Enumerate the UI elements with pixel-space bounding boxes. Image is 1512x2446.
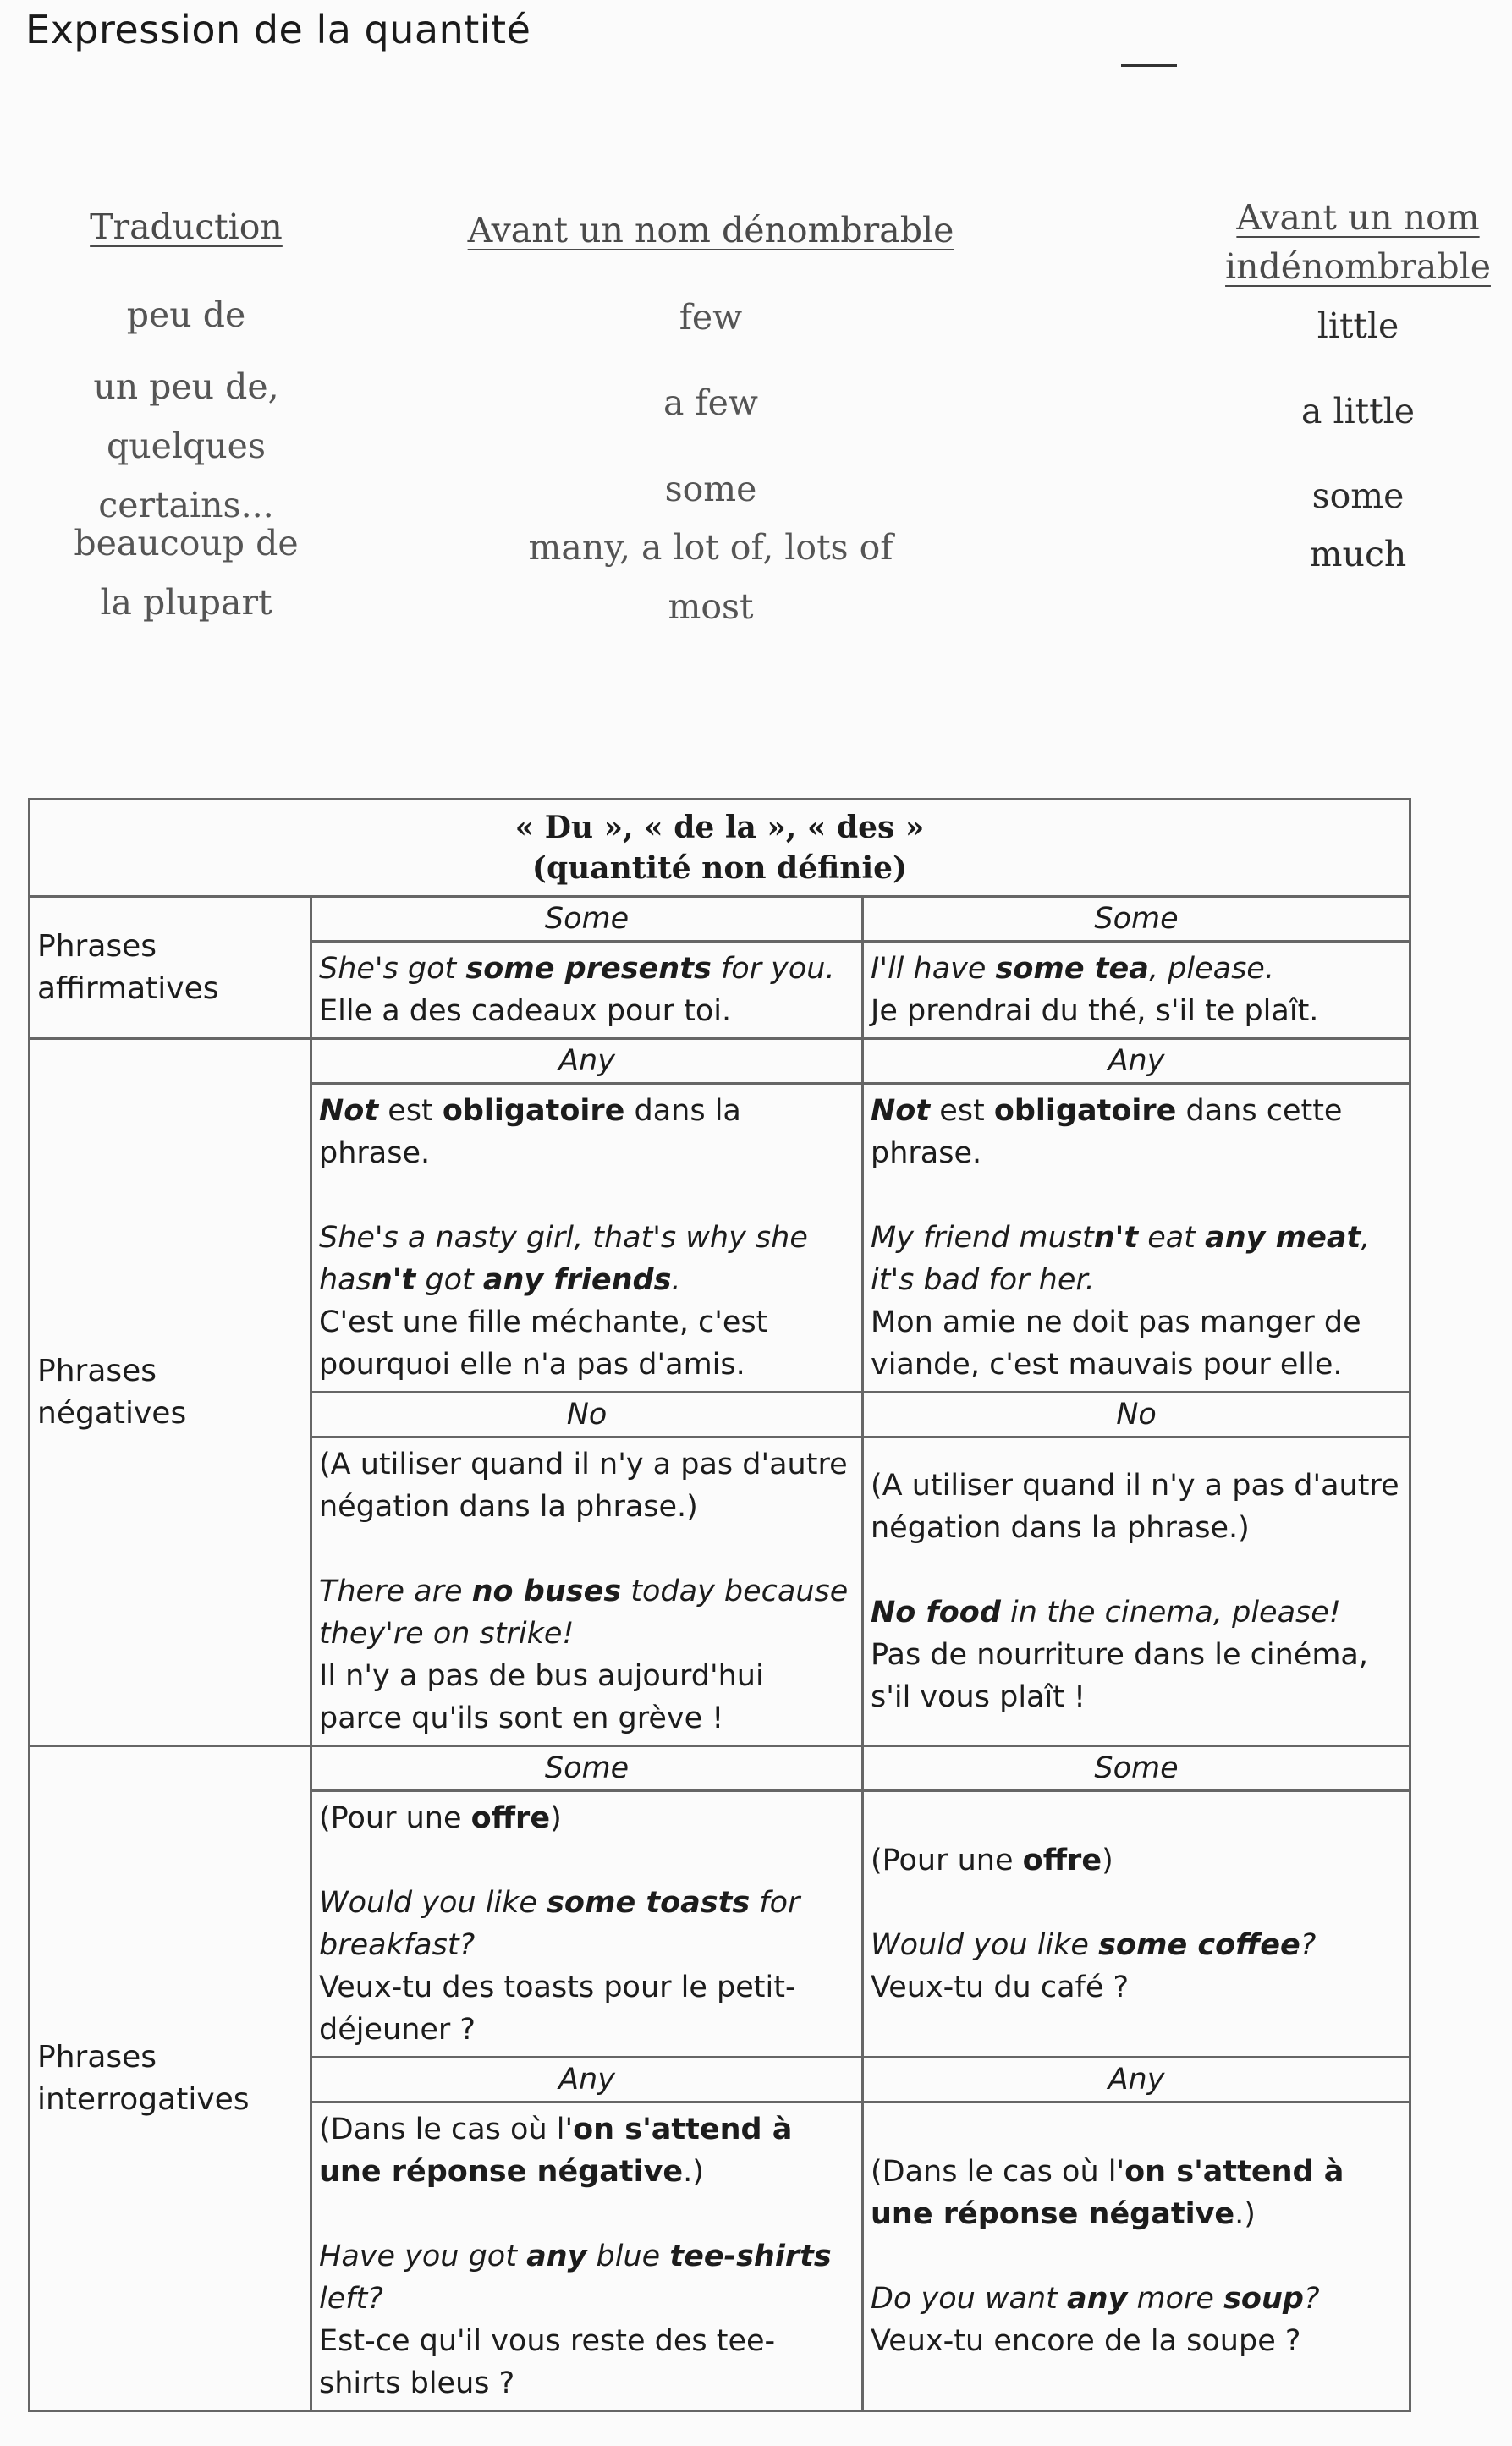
header-denombrable: Avant un nom dénombrable: [467, 210, 954, 250]
fr-la-plupart: la plupart: [100, 582, 272, 623]
rule-text: (Dans le cas où l'on s'attend à une réponse négative.): [319, 2113, 793, 2189]
example-translation: Elle a des cadeaux pour toi.: [319, 994, 732, 1028]
example-sentence: There are no buses today because they're on strike!: [319, 1575, 849, 1651]
rule-text: Not est obligatoire dans la phrase.: [319, 1094, 741, 1170]
rule-text: (A utiliser quand il n'y a pas d'autre négation dans la phrase.): [319, 1448, 848, 1524]
table-caption-row: [30, 800, 1410, 897]
fr-un-peu-de-line3: certains...: [98, 485, 274, 525]
fr-un-peu-de-line2: quelques: [107, 426, 266, 466]
example-sentence: Have you got any blue tee-shirts left?: [319, 2240, 832, 2316]
table-caption: [30, 800, 1410, 897]
table-row: [30, 1746, 1410, 1791]
row-label-negatives: [30, 1039, 311, 1746]
fr-peu-de: peu de: [126, 294, 246, 335]
fr-un-peu-de-line1: un peu de,: [93, 366, 279, 407]
row-label-line2: interrogatives: [37, 2081, 250, 2117]
ind-much: much: [1309, 534, 1407, 574]
caption-line1: « Du », « de la », « des »: [514, 810, 925, 845]
example-sentence: She's a nasty girl, that's why she hasn't got any friends.: [319, 1221, 808, 1297]
negatives-any-right-example: [863, 1084, 1410, 1393]
example-sentence: No food in the cinema, please!: [871, 1596, 1341, 1630]
example-sentence: She's got some presents for you.: [319, 952, 835, 986]
example-translation: Pas de nourriture dans le cinéma, s'il vous plaît !: [871, 1638, 1369, 1714]
example-sentence: Would you like some toasts for breakfast?: [319, 1886, 800, 1962]
table-row: [30, 897, 1410, 942]
row-label-line2: affirmatives: [37, 970, 219, 1006]
example-translation: Est-ce qu'il vous reste des tee-shirts bleus ?: [319, 2324, 776, 2400]
negatives-any-left-head: Any: [311, 1039, 863, 1084]
caption-line2: (quantité non définie): [531, 850, 908, 886]
row-label-line1: Phrases: [37, 1353, 157, 1388]
ind-some: some: [1311, 475, 1405, 516]
example-translation: Je prendrai du thé, s'il te plaît.: [871, 994, 1319, 1028]
den-a-few: a few: [663, 382, 758, 423]
header-indenombrable-line2: indénombrable: [1225, 246, 1491, 287]
den-few: few: [679, 297, 743, 338]
ind-little: little: [1317, 305, 1399, 346]
negatives-any-left-example: [311, 1084, 863, 1393]
page-title: Expression de la quantité: [25, 7, 531, 52]
row-label-line1: Phrases: [37, 2039, 157, 2075]
negatives-no-left-example: [311, 1437, 863, 1746]
rule-text: (Pour une offre): [319, 1801, 562, 1835]
example-sentence: I'll have some tea, please.: [871, 952, 1274, 986]
interrogatives-some-left-example: [311, 1791, 863, 2058]
example-translation: Veux-tu des toasts pour le petit-déjeuner ?: [319, 1971, 796, 2047]
rule-text: (A utiliser quand il n'y a pas d'autre négation dans la phrase.): [871, 1469, 1399, 1545]
fr-un-peu-de: [34, 357, 338, 535]
row-label-interrogatives: [30, 1746, 311, 2411]
row-label-line2: négatives: [37, 1395, 187, 1431]
rule-text: (Dans le cas où l'on s'attend à une réponse négative.): [871, 2155, 1344, 2231]
den-most: most: [668, 586, 754, 627]
affirmatives-left-example: [311, 942, 863, 1039]
negatives-any-right-head: Any: [863, 1039, 1410, 1084]
scan-mark: [1121, 64, 1177, 67]
interrogatives-some-left-head: Some: [311, 1746, 863, 1791]
example-sentence: Do you want any more soup?: [871, 2282, 1320, 2316]
negatives-no-left-head: No: [311, 1393, 863, 1437]
example-sentence: My friend mustn't eat any meat, it's bad for her.: [871, 1221, 1371, 1297]
example-translation: Il n'y a pas de bus aujourd'hui parce qu'ils sont en grève !: [319, 1659, 764, 1735]
example-translation: Veux-tu du café ?: [871, 1971, 1130, 2004]
negatives-no-right-head: No: [863, 1393, 1410, 1437]
ind-a-little: a little: [1300, 391, 1416, 431]
interrogatives-some-right-head: Some: [863, 1746, 1410, 1791]
header-indenombrable-line1: Avant un nom: [1236, 197, 1480, 238]
affirmatives-right-head: Some: [863, 897, 1410, 942]
interrogatives-any-right-example: [863, 2102, 1410, 2411]
den-many: many, a lot of, lots of: [528, 527, 893, 568]
rule-text: (Pour une offre): [871, 1844, 1113, 1877]
interrogatives-any-left-head: Any: [311, 2058, 863, 2102]
example-translation: Veux-tu encore de la soupe ?: [871, 2324, 1301, 2358]
interrogatives-any-left-example: [311, 2102, 863, 2411]
row-label-affirmatives: [30, 897, 311, 1039]
fr-beaucoup-de: beaucoup de: [74, 523, 299, 563]
interrogatives-some-right-example: [863, 1791, 1410, 2058]
header-indenombrable: [1210, 193, 1506, 291]
example-translation: Mon amie ne doit pas manger de viande, c'est mauvais pour elle.: [871, 1305, 1361, 1382]
affirmatives-left-head: Some: [311, 897, 863, 942]
den-some: some: [664, 469, 757, 509]
rule-text: Not est obligatoire dans cette phrase.: [871, 1094, 1343, 1170]
header-traduction: Traduction: [90, 206, 283, 247]
table-row: [30, 1039, 1410, 1084]
example-translation: C'est une fille méchante, c'est pourquoi elle n'a pas d'amis.: [319, 1305, 768, 1382]
interrogatives-any-right-head: Any: [863, 2058, 1410, 2102]
negatives-no-right-example: [863, 1437, 1410, 1746]
example-sentence: Would you like some coffee?: [871, 1928, 1317, 1962]
quantity-table: [28, 798, 1411, 2412]
affirmatives-right-example: [863, 942, 1410, 1039]
row-label-line1: Phrases: [37, 928, 157, 964]
